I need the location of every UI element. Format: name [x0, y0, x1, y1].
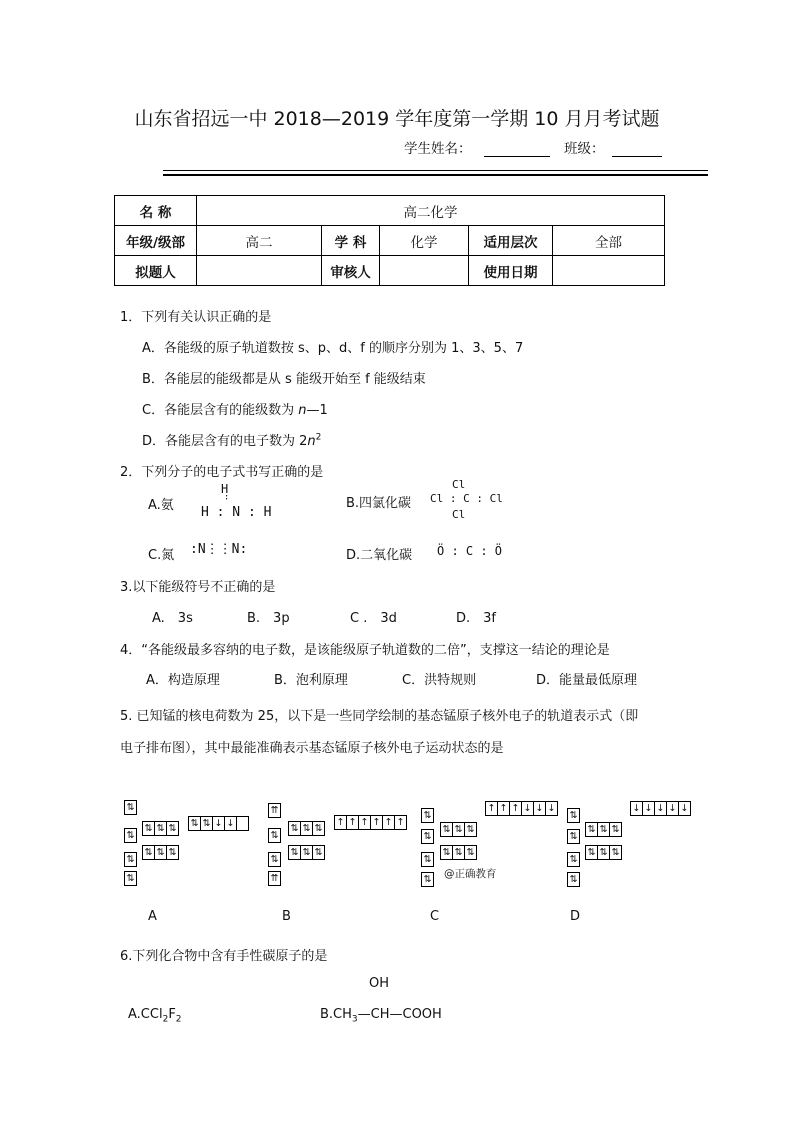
q6-b-post: —CH—COOH — [357, 1007, 442, 1022]
orbital-b-2s: ⇅ — [268, 828, 281, 843]
co2-structure: Ö : C : Ö — [437, 544, 503, 558]
q2-stem: 2．下列分子的电子式书写正确的是 — [120, 465, 324, 480]
orbital-a-2s: ⇅ — [124, 828, 137, 843]
orbital-d-4s: ⇅ — [567, 872, 580, 887]
nh3-mid: H : N : H — [201, 505, 272, 520]
q1-c-var: n — [298, 403, 307, 418]
orbital-d-2s: ⇅ — [567, 829, 580, 844]
q3-stem: 3.以下能级符号不正确的是 — [120, 580, 276, 595]
student-name-label: 学生姓名： — [404, 141, 472, 157]
q6-a-sub1: 2 — [162, 1014, 169, 1025]
q6-b-pre: B.CH — [320, 1007, 352, 1022]
orbital-a-4s: ⇅ — [124, 871, 137, 886]
student-name-blank[interactable] — [484, 138, 550, 157]
nh3-lone-pair: ∶ — [224, 493, 230, 503]
class-label: 班级： — [564, 141, 605, 157]
q4-option-c[interactable]: C．洪特规则 — [402, 673, 477, 688]
orbital-b-3p: ⇅ ⇅ ⇅ — [288, 845, 325, 860]
grade-value: 高二 — [197, 226, 322, 256]
watermark: @正确教育 — [444, 868, 497, 880]
orbital-a-2p: ⇅ ⇅ ⇅ — [142, 821, 179, 836]
q1-c-post: —1 — [306, 403, 328, 418]
q2-option-b[interactable]: B.四氯化碳 — [346, 496, 412, 511]
nh3-top-h: H — [221, 482, 229, 496]
q2-option-a[interactable]: A.氨 — [148, 498, 174, 513]
q3-option-c[interactable]: C . 3d — [350, 611, 397, 626]
orbital-b-3d: ↑ ↑ ↑ ↑ ↑ ↑ — [334, 815, 407, 830]
q1-d-sup: 2 — [315, 432, 322, 443]
orbital-c-2p: ⇅ ⇅ ⇅ — [440, 822, 477, 837]
q4-option-d[interactable]: D．能量最低原理 — [536, 673, 638, 688]
q6-a-pre: A.CCl — [128, 1007, 163, 1022]
q6-option-b[interactable] — [320, 1007, 442, 1025]
ccl4-top: Cl — [452, 478, 466, 491]
q2-option-c[interactable]: C.氮 — [148, 548, 175, 563]
q6-b-sub: 3 — [351, 1014, 358, 1025]
page-title: 山东省招远一中 2018—2019 学年度第一学期 10 月月考试题 — [134, 108, 660, 130]
orbital-d-3s: ⇅ — [567, 852, 580, 867]
orbital-b-1s: ⇈ — [268, 803, 281, 818]
reviewer-label: 审核人 — [322, 256, 380, 286]
orbital-d-1s: ⇅ — [567, 808, 580, 823]
q6-option-a[interactable] — [128, 1007, 182, 1025]
q1-d-var: n — [307, 434, 316, 449]
orbital-a-1s: ⇅ — [124, 800, 137, 815]
orbital-d-2p: ⇅ ⇅ ⇅ — [585, 822, 622, 837]
orbital-d-3p: ⇅ ⇅ ⇅ — [585, 845, 622, 860]
orbital-a-3s: ⇅ — [124, 852, 137, 867]
subject-value: 化学 — [380, 226, 469, 256]
level-label: 适用层次 — [469, 226, 553, 256]
q3-option-d[interactable]: D. 3f — [456, 611, 496, 626]
q1-option-b[interactable]: B．各能层的能级都是从 s 能级开始至 f 能级结束 — [142, 372, 426, 387]
q5-label-a[interactable]: A — [148, 909, 157, 924]
q3-option-a[interactable]: A. 3s — [152, 611, 193, 626]
orbital-b-4s: ⇈ — [268, 871, 281, 886]
q4-option-b[interactable]: B．泡利原理 — [274, 673, 348, 688]
q5-stem-line1: 5. 已知锰的核电荷数为 25，以下是一些同学绘制的基态锰原子核外电子的轨道表示式（即 — [120, 709, 639, 724]
ccl4-mid: Cl : C : Cl — [430, 492, 503, 505]
q6-a-mid: F — [168, 1007, 176, 1022]
orbital-d-3d: ↓ ↓ ↓ ↓ ↓ — [630, 801, 691, 816]
header-rule-bottom — [163, 174, 708, 176]
n2-structure: :N⋮⋮N: — [190, 542, 248, 557]
orbital-b-3s: ⇅ — [268, 852, 281, 867]
date-value — [553, 256, 665, 286]
orbital-c-4s: ⇅ — [421, 872, 434, 887]
orbital-a-3p: ⇅ ⇅ ⇅ — [142, 845, 179, 860]
q4-stem: 4．“各能级最多容纳的电子数，是该能级原子轨道数的二倍”，支撑这一结论的理论是 — [120, 643, 610, 658]
q1-option-a[interactable]: A．各能级的原子轨道数按 s、p、d、f 的顺序分别为 1、3、5、7 — [142, 341, 524, 356]
orbital-b-2p: ⇅ ⇅ ⇅ — [288, 821, 325, 836]
name-value: 高二化学 — [197, 196, 665, 226]
class-blank[interactable] — [612, 138, 662, 157]
orbital-c-3p: ⇅ ⇅ ⇅ — [440, 845, 477, 860]
author-value — [197, 256, 322, 286]
q4-option-a[interactable]: A．构造原理 — [146, 673, 220, 688]
q1-stem: 1．下列有关认识正确的是 — [120, 310, 272, 325]
grade-label: 年级/级部 — [115, 226, 197, 256]
q1-c-text: C．各能层含有的能级数为 — [142, 403, 299, 418]
q1-d-text: D．各能层含有的电子数为 2 — [142, 434, 308, 449]
orbital-a-3d: ⇅ ⇅ ↓ ↓ — [188, 816, 249, 831]
orbital-c-1s: ⇅ — [421, 808, 434, 823]
orbital-c-3d: ↑ ↑ ↑ ↓ ↓ ↓ — [485, 801, 558, 816]
q3-option-b[interactable]: B. 3p — [247, 611, 290, 626]
info-table — [114, 195, 665, 286]
q2-option-d[interactable]: D.二氧化碳 — [346, 548, 413, 563]
q5-label-c[interactable]: C — [430, 909, 440, 924]
q1-option-c[interactable] — [142, 399, 328, 418]
name-label: 名 称 — [115, 196, 197, 226]
q6-stem: 6.下列化合物中含有手性碳原子的是 — [120, 949, 328, 964]
author-label: 拟题人 — [115, 256, 197, 286]
orbital-c-3s: ⇅ — [421, 852, 434, 867]
ccl4-bot: Cl — [452, 508, 466, 521]
orbital-c-2s: ⇅ — [421, 829, 434, 844]
q5-label-b[interactable]: B — [282, 909, 291, 924]
q6-oh: OH — [369, 976, 390, 991]
q5-stem-line2: 电子排布图），其中最能准确表示基态锰原子核外电子运动状态的是 — [120, 741, 504, 756]
subject-label: 学 科 — [322, 226, 380, 256]
q6-a-sub2: 2 — [175, 1014, 182, 1025]
q1-option-d[interactable] — [142, 430, 321, 449]
reviewer-value — [380, 256, 469, 286]
header-rule-top — [163, 170, 708, 171]
level-value: 全部 — [553, 226, 665, 256]
q5-label-d[interactable]: D — [570, 909, 581, 924]
date-label: 使用日期 — [469, 256, 553, 286]
